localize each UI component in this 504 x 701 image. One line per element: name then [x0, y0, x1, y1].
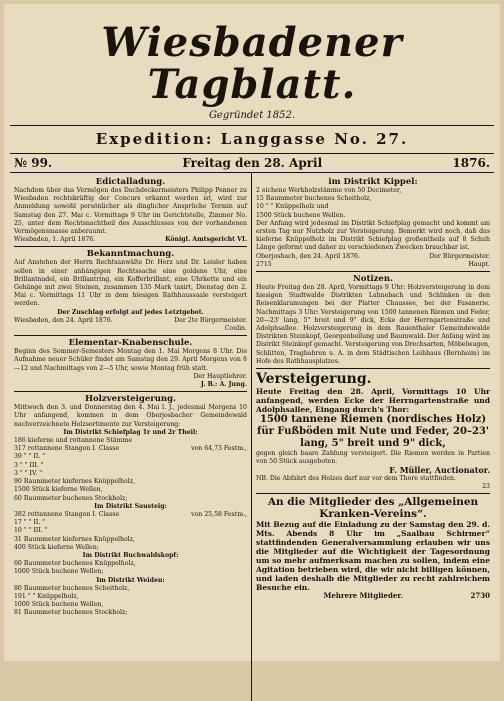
- d3-list: [14, 560, 247, 576]
- bek-sig-role: Der 2te Bürgermeister.: [174, 316, 247, 324]
- list-item: 90 Raummeter kiefernes Knüppelholz,: [14, 478, 135, 486]
- verst-text1: Heute Freitag den 28. April, Vormittags 10 Uhr anfangend, werden Ecke der Herrngartenstraße und Adolphsallee, Eingang durch's Thor:: [256, 387, 490, 415]
- separator: [256, 271, 490, 272]
- kippel-num: 2715: [256, 260, 272, 268]
- kranken-num: 2730: [470, 591, 490, 601]
- bek-signature: [14, 317, 247, 325]
- issue-date: Freitag den 28. April: [182, 156, 323, 170]
- verst-heading: Versteigerung.: [256, 371, 372, 388]
- holz-heading: Holzversteigerung.: [84, 394, 177, 405]
- list-item-label: 317 rottannene Stangen I. Classe: [14, 445, 120, 453]
- d2-note: von 25,58 Festm.,: [191, 510, 247, 518]
- d4-list: [14, 585, 247, 618]
- list-item: 60 Raummeter buchenes Stockholz;: [14, 494, 128, 502]
- d1-note: von 64,73 Festm.,: [191, 445, 247, 453]
- newspaper-page: [4, 4, 500, 661]
- kippel-list: [256, 187, 490, 220]
- list-item: 80 Raummeter buchenes Scheitholz,: [14, 584, 130, 592]
- list-item: 10 " " III. ": [14, 527, 48, 535]
- bek-emph: Der Zuschlag erfolgt auf jedes Letztgebot.: [57, 308, 204, 316]
- verst-text2: gegen gleich baare Zahlung versteigert. Die Riemen werden in Partien von 50 Stück ausgeboten.: [256, 450, 490, 466]
- list-item: 39 " " II. ": [14, 453, 46, 461]
- list-item: 17 " " II. ": [14, 519, 46, 527]
- bek-sig-place: Wiesbaden, den 24. April 1876.: [14, 316, 113, 324]
- notizen-text: Heute Freitag den 28. April, Vormittags 9 Uhr: Holzversteigerung in dem hiesigen Stadtwalde Distrikten Lahnebach und Schlinken in den Reisenklaramungen bei der Platter Chaussee, bei der Fasanerie. Nachmittags 3 Uhr: Versteigerung von 1500 tannenen Riemen und Feder, 20—23' lang, 5" breit und 9" dick, Ecke der Herrngartenstraße und Adolphsallee. Holzversteigerung in dem Rauenthaler Gemeindewalde Distrikten Steinkopf, Georgenbellung und Baumwald. Der Anfang wird im Distrikt Steinkopf gemacht. Versteigerung von Drechsarten, Möbelwagen, Schlitten, Tragbahren u. A. in dem Städtischen Leihhaus (Bernheim) im Hofe des Rathhausplatzes.: [256, 284, 490, 365]
- dateline: [4, 154, 500, 172]
- list-item: 3 " " III. ": [14, 461, 44, 469]
- list-item: 1500 Stück kieferne Wellen,: [14, 486, 103, 494]
- schule-role: Der Hauptlehrer.: [193, 372, 247, 380]
- schule-heading: Elementar-Knabenschule.: [68, 338, 193, 349]
- list-item: 1000 Stück buchene Wellen,: [14, 601, 104, 609]
- list-item: 81 Raummeter buchenes Stockholz;: [14, 609, 128, 617]
- kippel-text: Der Anfang wird jedesmal im Distrikt Schiefplag gemacht und kommt am ersten Tag nur Nutzholz zur Versteigerung. Bemerkt wird noch, daß das kieferne Knüppelholz im Distrikt Schiefplag großentheils auf 8 Schuh Länge geformt und daher zu verschiedenen Zwecken brauchbar ist.: [256, 219, 490, 252]
- list-item: 60 Raummeter buchenes Knüppelholz,: [14, 560, 136, 568]
- kippel-sig-role: Der Bürgermeister.: [429, 252, 490, 260]
- kippel-sig-place: Oberjosbach, den 24. April 1876.: [256, 252, 360, 260]
- edict-sig-court: Königl. Amtsgericht VI.: [165, 236, 247, 244]
- kranken-signature: [256, 592, 490, 600]
- issue-year: 1876.: [452, 156, 490, 170]
- bek-heading: Bekanntmachung.: [86, 249, 175, 260]
- list-item: [14, 445, 247, 453]
- distrikt1-heading: Im Distrikt Schiefplag 1r und 2r Theil:: [63, 428, 198, 436]
- distrikt2-heading: Im Distrikt Sausteig:: [94, 502, 167, 510]
- right-column: [252, 173, 494, 701]
- list-item: 10 " " Knüppelholz und: [256, 203, 329, 211]
- kippel-name: Haupt.: [468, 260, 490, 268]
- edict-text: Nachdem über das Vermögen des Dachdeckermeisters Philipp Penner zu Wiesbaden rechtskräftig der Concurs erkannt worden ist, wird zur Anmeldung sowohl persönlicher als dinglicher Ansprüche Termin auf Samstag den 27. Mai c. Vormittags 9 Uhr im Gerichtstelle, Zimmer No. 25, unter dem Rechtsnachtheil des Ausschlusses von der vorhandenen Vermögensmasse anberaumt.: [14, 187, 247, 236]
- issue-number: № 99.: [14, 156, 53, 170]
- founded-line: Gegründet 1852.: [208, 110, 296, 121]
- expedition-line: Expedition: Langgasse No. 27.: [95, 130, 409, 148]
- columns: [10, 172, 494, 701]
- d1-list: [14, 437, 247, 503]
- d2-list: [14, 511, 247, 552]
- edict-signature: [14, 236, 247, 244]
- kippel-heading: im Distrikt Kippel:: [328, 177, 418, 187]
- kippel-signature: [256, 253, 490, 261]
- edict-sig-place: Wiesbaden, 1. April 1876.: [14, 236, 96, 244]
- bek-sig-name: Coulin.: [224, 325, 247, 333]
- list-item-label: 382 rottannene Stangen I. Classe: [14, 510, 120, 518]
- list-item: 400 Stück kieferne Wellen;: [14, 543, 99, 551]
- verst-emph: 1500 tannene Riemen (nordisches Holz) für Fußböden mit Nute und Feder, 20–23' lang, 5" breit und 9" dick,: [257, 414, 489, 450]
- list-item: 2 eichene Werkholzstämme von 50 Decimeter,: [256, 187, 402, 194]
- verst-num: 23: [482, 482, 490, 490]
- list-item: 191 " " Knüppelholz,: [14, 592, 79, 600]
- holz-text: Mittwoch den 3. und Donnerstag den 4. Mai l. J., jedesmal Morgens 10 Uhr anfangend, kommen in dem Oberjosbacher Gemeindewald nachverzeichnete Holzsortimente zur Versteigerung:: [14, 404, 247, 428]
- masthead-title: Wiesbadener Tagblatt.: [101, 19, 403, 108]
- list-item: 1000 Stück buchene Wellen;: [14, 568, 104, 576]
- distrikt4-heading: Im Distrikt Weiden:: [96, 576, 165, 584]
- list-item: [14, 511, 247, 519]
- kranken-text: Mit Bezug auf die Einladung zu der Samstag den 29. d. Mts. Abends 8 Uhr im „Saalbau Schirmer“ stattfindenden Generalversammlung erlauben wir uns die Mitglieder auf die Wichtigkeit der Tagesordnung um so mehr aufmerksam machen zu sollen, indem eine Agitation betrieben wird, die wir nicht billigen können, und laden deshalb die Mitglieder zu recht zahlreichem Besuche ein.: [256, 520, 490, 593]
- left-column: [10, 173, 252, 701]
- list-item: 31 Raummeter kiefernes Knüppelholz,: [14, 535, 135, 543]
- kippel-signature-2: [256, 261, 490, 269]
- verst-sig: F. Müller, Auctionator.: [389, 465, 490, 476]
- kranken-sig: Mehrere Mitglieder.: [323, 591, 403, 601]
- list-item: 186 kieferne und rottannene Stämme: [14, 437, 132, 445]
- edict-heading: Edictalladung.: [95, 177, 166, 187]
- bek-text: Auf Anstehen der Herrn Rechtsanwälte Dr. Herz und Dr. Leisler haben sollen in einer anhängigen Rechtssache eine goldene Uhr, eine Brillantnadel, ein Brillantring, ein Kofferbrillant, eine Uhrkette und ein Gehänge mit zwei Steinen, zusammen 135 Mark taxirt, Dienstag den 2. Mai c. Vormittags 11 Uhr in dem hiesigen Rathhaussaale versteigert werden.: [14, 259, 247, 308]
- schule-name: J. B.: A. Jung.: [200, 381, 247, 389]
- kranken-heading: An die Mitglieder des „Allgemeinen Kranken-Vereins“.: [267, 496, 479, 521]
- separator: [14, 246, 247, 247]
- separator: [256, 493, 490, 494]
- distrikt3-heading: Im Distrikt Buchwaldskopf:: [82, 551, 179, 559]
- separator: [14, 335, 247, 336]
- schule-text: Beginn des Sommer-Semesters Montag den 1. Mai Morgens 8 Uhr. Die Aufnahme neuer Schüler findet am Samstag den 29. April Morgens von 8—12 und Nachmittags von 2—5 Uhr, sowie Montag früh statt.: [14, 348, 247, 372]
- separator: [14, 391, 247, 392]
- list-item: 3 " " IV. ": [14, 469, 43, 477]
- notizen-heading: Notizen.: [353, 274, 393, 285]
- verst-nb: NB. Die Abfahrt des Holzes darf nur vor dem Thore stattfinden.: [256, 474, 456, 482]
- list-item: 1500 Stück buchene Wellen.: [256, 211, 346, 219]
- list-item: 15 Raummeter buchenes Scheitholz,: [256, 195, 372, 203]
- separator: [256, 368, 490, 369]
